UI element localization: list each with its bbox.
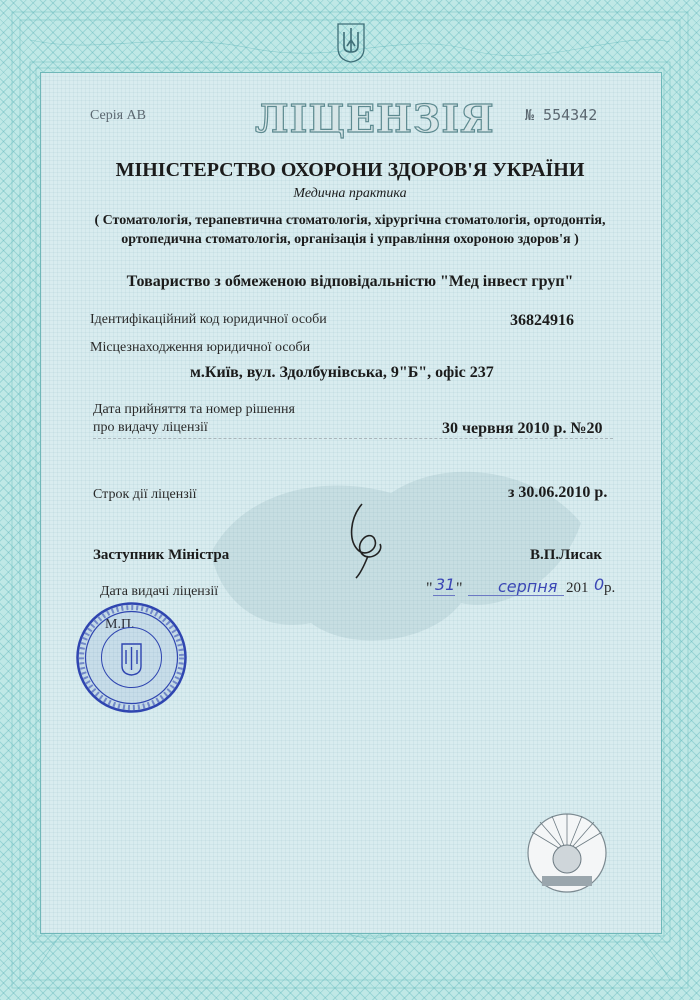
issue-date-quote-open: " xyxy=(426,580,433,597)
issue-month: серпня xyxy=(498,577,558,596)
id-code-label: Ідентифікаційний код юридичної особи xyxy=(90,312,327,327)
signatory-name: В.П.Лисак xyxy=(530,547,602,563)
issuing-authority: МІНІСТЕРСТВО ОХОРОНИ ЗДОРОВ'Я УКРАЇНИ xyxy=(115,159,585,181)
issue-date-quote-close: " xyxy=(456,580,463,597)
document-title: ЛІЦЕНЗІЯ xyxy=(255,96,495,141)
issue-year-suffix: р. xyxy=(604,580,616,596)
issue-month-line xyxy=(468,595,564,596)
official-seal xyxy=(74,600,189,715)
issue-day: 31 xyxy=(435,575,456,594)
series-label: Серія АВ xyxy=(90,108,146,123)
issue-date-label: Дата видачі ліцензії xyxy=(100,584,219,599)
decision-label-line1: Дата прийняття та номер рішення xyxy=(93,402,295,417)
issue-year-prefix: 201 xyxy=(566,580,589,596)
id-code-value: 36824916 xyxy=(510,312,574,329)
activity-scope: ( Стоматологія, терапевтична стоматологія, хірургічна стоматологія, ортодонтія, ортопедична стоматологія, організація і управління охороною здоров'я ) xyxy=(94,213,606,247)
validity-value: з 30.06.2010 р. xyxy=(508,484,608,501)
signature xyxy=(340,500,390,580)
signatory-title: Заступник Міністра xyxy=(93,547,230,563)
validity-label: Строк дії ліцензії xyxy=(93,487,197,502)
decision-value: 30 червня 2010 р. №20 xyxy=(442,420,603,437)
decision-label-line2: про видачу ліцензії xyxy=(93,420,208,435)
address-value: м.Київ, вул. Здолбунівська, 9"Б", офіс 237 xyxy=(190,364,494,381)
license-number: № 554342 xyxy=(525,106,598,124)
decision-underline xyxy=(93,438,613,439)
coat-of-arms-icon xyxy=(336,20,366,64)
issue-year-digit: 0 xyxy=(594,575,605,594)
address-label: Місцезнаходження юридичної особи xyxy=(90,340,311,355)
issue-day-line xyxy=(433,595,455,596)
hologram-emblem xyxy=(526,812,608,894)
activity-type: Медична практика xyxy=(293,186,407,201)
licensee-name: Товариство з обмеженою відповідальністю "Мед інвест груп" xyxy=(126,273,574,290)
